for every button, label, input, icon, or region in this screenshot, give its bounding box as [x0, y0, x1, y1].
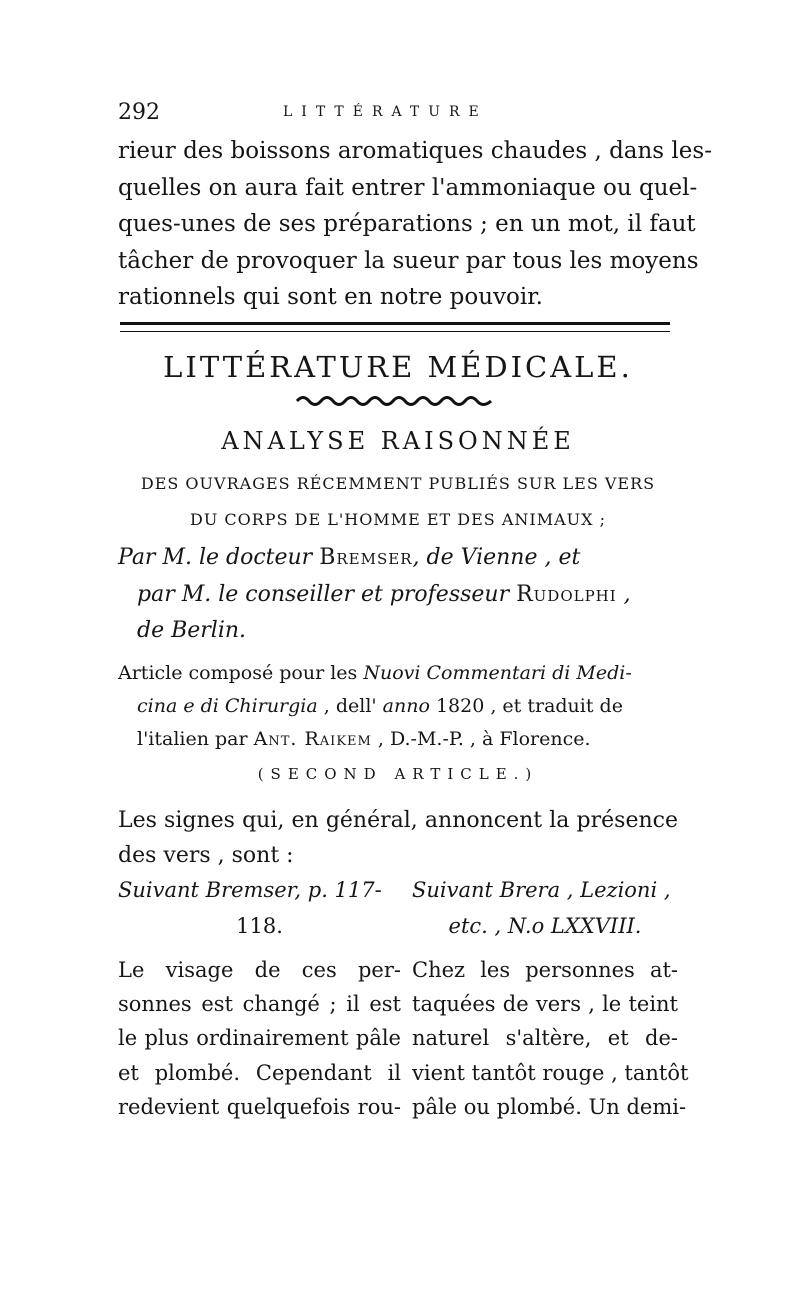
author-name: Rudolphi: [516, 582, 617, 607]
running-header: [118, 100, 678, 130]
left-column-line: le plus ordinairement pâle: [118, 1026, 401, 1050]
article-subtitle: DES OUVRAGES RÉCEMMENT PUBLIÉS SUR LES VERS: [140, 474, 656, 493]
author-text: par M. le conseiller et professeur: [137, 582, 517, 607]
right-column-heading: etc. , N.o LXXVIII.: [448, 914, 642, 938]
note-text: , D.-M.-P. , à Florence.: [371, 728, 591, 750]
author-text: ,: [616, 582, 631, 607]
text-line: rationnels qui sont en notre pouvoir.: [118, 284, 543, 310]
thin-divider-rule: [120, 331, 670, 332]
left-column-heading: Suivant Bremser, p. 117-: [118, 878, 382, 902]
author-text: Par M. le docteur: [118, 545, 320, 570]
note-text: l'italien par: [137, 728, 254, 750]
text-line: quelles on aura fait entrer l'ammoniaque ou quel-: [118, 174, 698, 201]
right-column-heading: Suivant Brera , Lezioni ,: [412, 878, 671, 902]
ornament-flourish: [295, 392, 495, 410]
left-column-line: et plombé. Cependant il: [118, 1061, 401, 1085]
note-italic: Nuovi Commentari di Medi-: [363, 662, 632, 684]
right-column-line: pâle ou plombé. Un demi-: [412, 1095, 687, 1119]
page-number: 292: [118, 100, 160, 125]
left-column-line: redevient quelquefois rou-: [118, 1095, 401, 1119]
author-line: [118, 545, 678, 570]
section-title: LITTÉRATURE MÉDICALE.: [163, 350, 633, 384]
right-column-line: naturel s'altère, et de-: [412, 1026, 678, 1050]
left-column-heading: 118.: [236, 914, 283, 938]
text-line: tâcher de provoquer la sueur par tous les moyens: [118, 247, 699, 274]
article-note: [137, 723, 678, 756]
thick-divider-rule: [120, 322, 670, 325]
note-text: Article composé pour les: [118, 662, 364, 684]
right-column-line: Chez les personnes at-: [412, 958, 678, 982]
body-line: Les signes qui, en général, annoncent la présence: [118, 808, 678, 833]
left-column-line: sonnes est changé ; il est: [118, 992, 401, 1016]
note-text: , dell': [317, 695, 383, 717]
article-title: ANALYSE RAISONNÉE: [221, 427, 575, 455]
article-subtitle: DU CORPS DE L'HOMME ET DES ANIMAUX ;: [190, 510, 606, 529]
left-column-line: Le visage de ces per-: [118, 958, 401, 982]
author-name: Bremser: [319, 545, 413, 570]
second-article-label: (SECOND ARTICLE.): [257, 765, 539, 783]
author-text: , de Vienne , et: [412, 545, 581, 570]
note-italic: anno: [382, 695, 430, 717]
article-note: [118, 657, 678, 690]
intro-paragraph: [118, 133, 712, 316]
right-column-line: taquées de vers , le teint: [412, 992, 678, 1016]
text-line: ques-unes de ses préparations ; en un mot, il faut: [118, 211, 696, 237]
note-text: 1820 , et traduit de: [429, 695, 623, 717]
article-note: [137, 690, 678, 723]
author-line: de Berlin.: [137, 618, 247, 643]
body-line: des vers , sont :: [118, 843, 294, 868]
running-title: LITTÉRATURE: [283, 104, 488, 120]
translator-name: Ant. Raikem: [253, 728, 372, 750]
note-italic: cina e di Chirurgia: [137, 695, 318, 717]
text-line: rieur des boissons aromatiques chaudes , dans les-: [118, 138, 712, 164]
right-column-line: vient tantôt rouge , tantôt: [412, 1061, 689, 1085]
author-line: [137, 582, 678, 607]
